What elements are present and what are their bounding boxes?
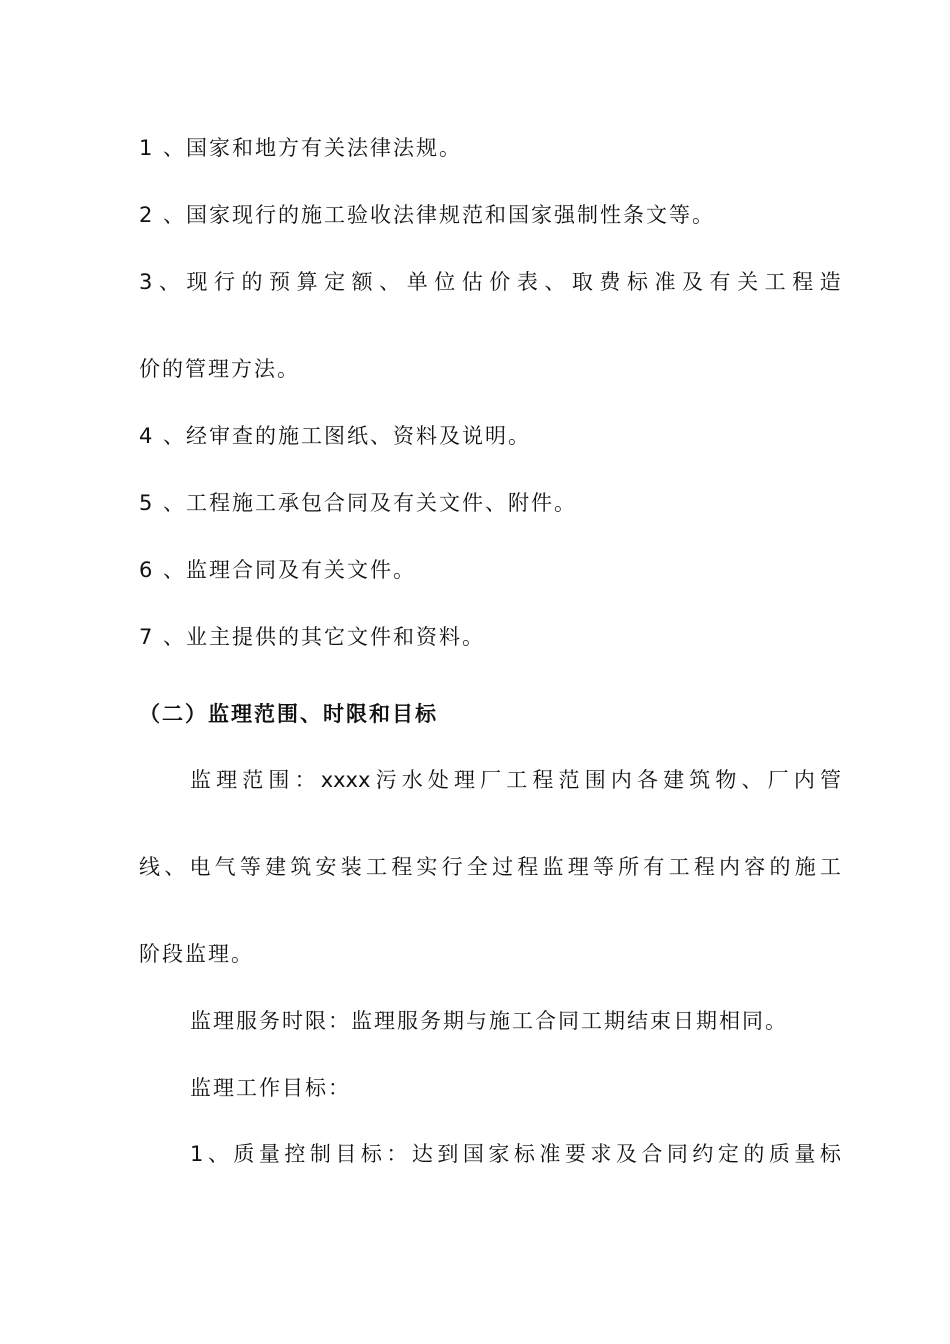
- objective-1-line-1: 1 、 质 量 控 制 目 标 ： 达 到 国 家 标 准 要 求 及 合 同 约 定 的 质 量 标: [190, 1142, 841, 1166]
- service-period: 监理服务时限：监理服务期与施工合同工期结束日期相同。: [190, 1009, 788, 1033]
- basis-item-3-line-2: 价的管理方法。: [139, 357, 300, 381]
- basis-item-3-line-1: 3 、 现 行 的 预 算 定 额 、 单 位 估 价 表 、 取 费 标 准 及 有 关 工 程 造: [139, 270, 841, 294]
- scope-line-1: 监 理 范 围 ： xxxx 污 水 处 理 厂 工 程 范 围 内 各 建 筑 物 、 厂 内 管: [190, 768, 841, 792]
- basis-item-2: 2 、国家现行的施工验收法律规范和国家强制性条文等。: [139, 203, 716, 227]
- scope-line-2: 线 、 电 气 等 建 筑 安 装 工 程 实 行 全 过 程 监 理 等 所 有 工 程 内 容 的 施 工: [139, 855, 841, 879]
- scope-line-3: 阶段监理。: [139, 942, 254, 966]
- basis-item-5: 5 、工程施工承包合同及有关文件、附件。: [139, 491, 578, 515]
- basis-item-7: 7 、业主提供的其它文件和资料。: [139, 625, 486, 649]
- basis-item-1: 1 、国家和地方有关法律法规。: [139, 136, 463, 160]
- section-heading: （二）监理范围、时限和目标: [139, 702, 438, 726]
- basis-item-4: 4 、经审查的施工图纸、资料及说明。: [139, 424, 532, 448]
- objectives-label: 监理工作目标：: [190, 1076, 351, 1100]
- basis-item-6: 6 、监理合同及有关文件。: [139, 558, 417, 582]
